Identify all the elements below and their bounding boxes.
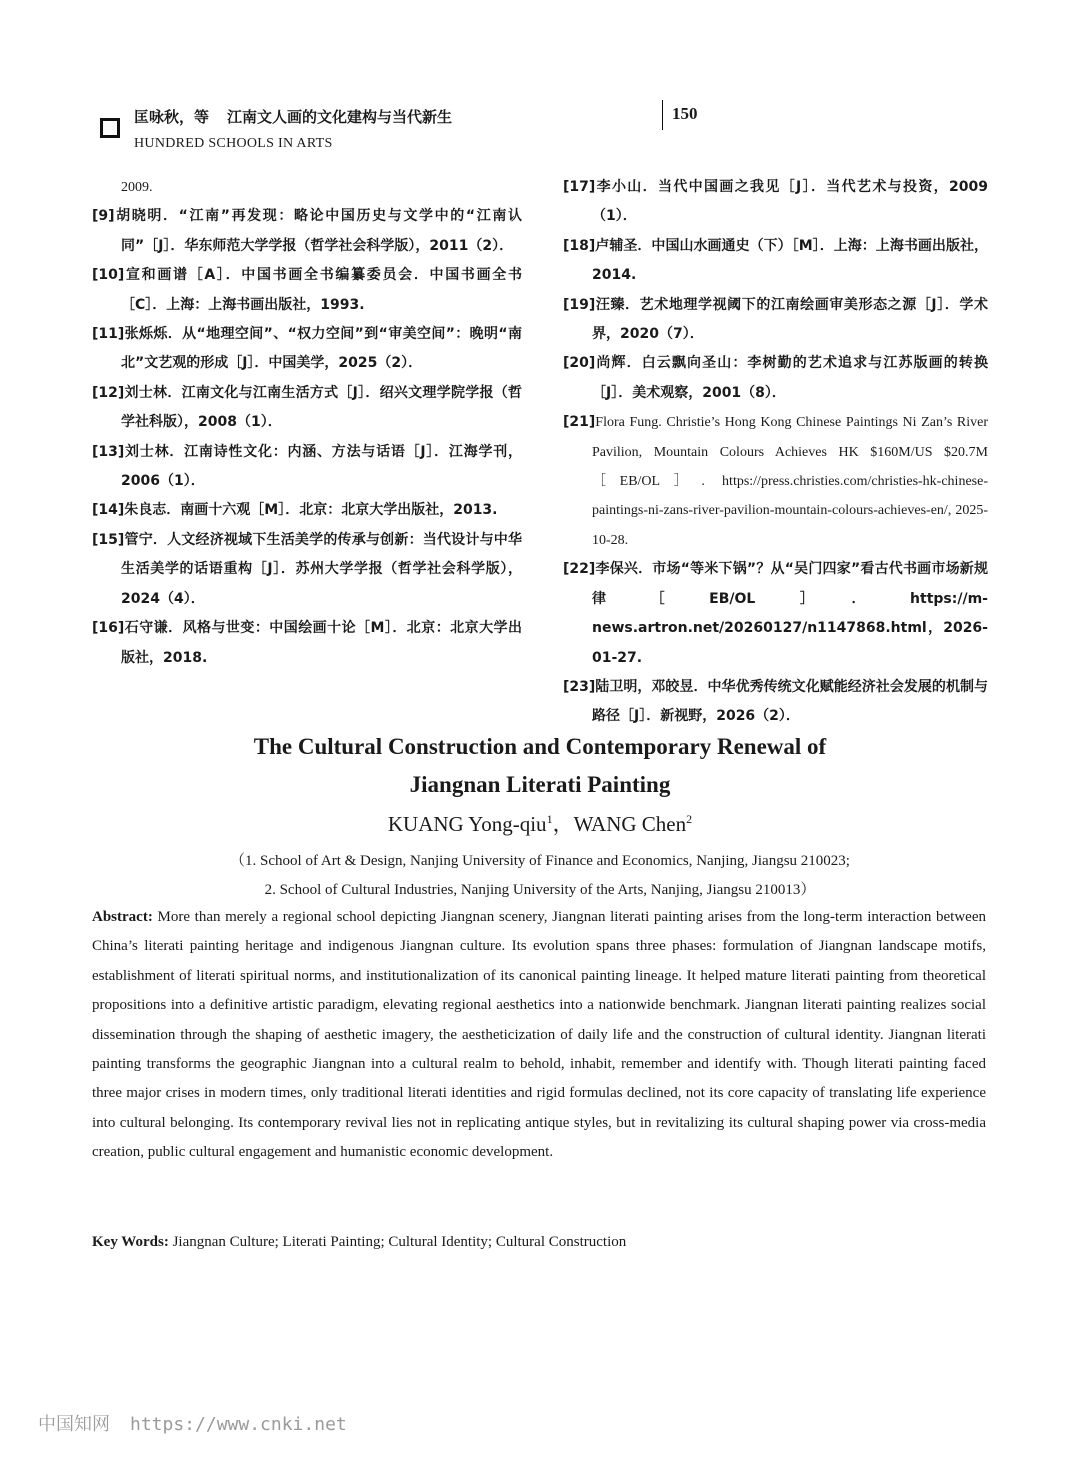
reference-text: 石守谦．风格与世变：中国绘画十论［M］．北京：北京大学出版社，2018.	[121, 620, 522, 666]
english-title-line-1: The Cultural Construction and Contemporary Renewal of	[253, 734, 827, 759]
reference-number: [23]	[563, 678, 596, 695]
reference-number: [15]	[92, 531, 125, 548]
header-article-title: 江南文人画的文化建构与当代新生	[227, 108, 453, 126]
reference-number: [11]	[92, 326, 125, 343]
keywords-label: Key Words:	[92, 1234, 169, 1250]
reference-number: [14]	[92, 502, 125, 519]
references-left-column	[92, 173, 522, 673]
reference-item	[563, 173, 988, 232]
running-title	[134, 106, 452, 127]
journal-name: HUNDRED SCHOOLS IN ARTS	[134, 136, 333, 151]
reference-number: [18]	[563, 237, 596, 254]
references-right-column	[563, 173, 988, 732]
reference-item	[92, 438, 522, 497]
reference-number: [16]	[92, 620, 125, 637]
reference-item	[92, 320, 522, 379]
reference-number: [20]	[563, 355, 596, 372]
reference-text: 陆卫明，邓皎昱．中华优秀传统文化赋能经济社会发展的机制与路径［J］．新视野，2026（2）．	[592, 678, 988, 725]
affiliation-2: 2. School of Cultural Industries, Nanjing University of the Arts, Nanjing, Jiangsu 210013）	[264, 882, 816, 898]
reference-number: [22]	[563, 561, 596, 578]
reference-text: 汪臻．艺术地理学视阈下的江南绘画审美形态之源［J］．学术界，2020（7）．	[592, 296, 988, 343]
author-2: WANG Chen	[573, 812, 687, 836]
watermark-url: https://www.cnki.net	[130, 1414, 347, 1435]
reference-item	[92, 202, 522, 261]
reference-number: [12]	[92, 384, 125, 401]
reference-number: [10]	[92, 267, 125, 284]
header-authors: 匡咏秋，等	[134, 108, 210, 126]
author-separator: ，	[552, 812, 574, 836]
reference-number: [9]	[92, 208, 115, 225]
reference-item	[563, 673, 988, 732]
abstract-label: Abstract:	[92, 909, 153, 925]
reference-item	[563, 408, 988, 555]
reference-number: [13]	[92, 443, 125, 460]
reference-text: 管宁．人文经济视域下生活美学的传承与创新：当代设计与中华生活美学的话语重构［J］．苏州大学学报（哲学社会科学版），2024（4）．	[121, 531, 522, 607]
reference-number: [19]	[563, 296, 596, 313]
reference-text: 李小山．当代中国画之我见［J］．当代艺术与投资，2009（1）．	[592, 179, 988, 225]
author-1: KUANG Yong-qiu	[387, 812, 547, 836]
reference-item	[563, 232, 988, 291]
english-abstract	[92, 903, 986, 1168]
journal-square-icon	[100, 118, 120, 138]
affiliation-1: （1. School of Art & Design, Nanjing University of Finance and Economics, Nanjing, Jiangsu 210023;	[230, 853, 850, 869]
english-authors	[0, 808, 1080, 838]
reference-number: [21]	[563, 414, 596, 431]
watermark-site: 中国知网	[38, 1414, 110, 1435]
reference-item	[563, 291, 988, 350]
english-title-line-2: Jiangnan Literati Painting	[409, 772, 671, 797]
reference-item	[92, 614, 522, 673]
page-number: 150	[672, 104, 698, 123]
header-divider	[662, 100, 663, 130]
keywords-text: Jiangnan Culture; Literati Painting; Cultural Identity; Cultural Construction	[168, 1234, 627, 1250]
reference-item	[563, 555, 988, 673]
reference-text: 尚辉．白云飘向圣山：李树勤的艺术追求与江苏版画的转换［J］．美术观察，2001（8）．	[592, 355, 988, 401]
reference-continuation: 2009.	[121, 180, 153, 195]
reference-text: 朱良志．南画十六观［M］．北京：北京大学出版社，2013.	[124, 502, 498, 519]
reference-item	[563, 349, 988, 408]
reference-item	[92, 496, 522, 525]
abstract-text: More than merely a regional school depicting Jiangnan scenery, Jiangnan literati painting arises from the long-term interaction between China’s literati painting heritage and indigenous Jiangnan culture. Its evolution spans three phases: formulation of Jiangnan landscape motifs, establishment of literati spiritual norms, and institutionalization of its canonical painting lineage. It helped mature literati painting from theoretical propositions into a definitive artistic paradigm, elevating regional aesthetics into a nationwide benchmark. Jiangnan literati painting realizes social dissemination through the shaping of aesthetic imagery, the aestheticization of daily life and the construction of cultural identity. Jiangnan literati painting transforms the geographic Jiangnan into a cultural realm to behold, inhabit, remember and identify with. Though literati painting faced three major crises in modern times, only traditional literati identities and rigid formulas declined, not its core capacity of translating life experience into cultural belonging. Its contemporary revival lies not in replicating antique styles, but in revitalizing its cultural shaping power via cross-media creation, public cultural engagement and humanistic economic development.	[92, 909, 986, 1161]
reference-text: 卢辅圣．中国山水画通史（下）［M］．上海：上海书画出版社，2014.	[592, 237, 988, 284]
english-keywords	[92, 1228, 986, 1257]
reference-item	[92, 379, 522, 438]
reference-text: Flora Fung. Christie’s Hong Kong Chinese Paintings Ni Zan’s River Pavilion, Mountain Colours Achieves HK $160M/US $20.7M［EB/OL］. https://press.christies.com/christies-hk-chinese-paintings-ni-zans-river-pavilion-mountain-colours-achieves-en/, 2025-10-28.	[592, 415, 988, 548]
author-2-affil-mark: 2	[686, 812, 693, 826]
running-header	[100, 100, 700, 160]
reference-number: [17]	[563, 179, 596, 195]
author-1-affil-mark: 1	[546, 812, 553, 826]
reference-text: 胡晓明．“江南”再发现：略论中国历史与文学中的“江南认同”［J］．华东师范大学学报（哲学社会科学版），2011（2）．	[114, 208, 522, 254]
reference-text: 张烁烁．从“地理空间”、“权力空间”到“审美空间”：晚明“南北”文艺观的形成［J］．中国美学，2025（2）．	[121, 326, 522, 372]
reference-text: 李保兴．市场“等米下锅”？从“吴门四家”看古代书画市场新规律［EB/OL］．https://m-news.artron.net/20260127/n1147868.html，2026-01-27.	[592, 561, 988, 666]
reference-text: 刘士林．江南诗性文化：内涵、方法与话语［J］．江海学刊，2006（1）．	[121, 443, 522, 490]
cnki-watermark	[38, 1410, 347, 1436]
reference-item	[92, 261, 522, 320]
reference-item	[92, 526, 522, 614]
reference-text: 刘士林．江南文化与江南生活方式［J］．绍兴文理学院学报（哲学社科版），2008（1）．	[121, 384, 522, 431]
reference-text: 宣和画谱［A］．中国书画全书编纂委员会．中国书画全书［C］．上海：上海书画出版社，1993.	[121, 267, 522, 313]
